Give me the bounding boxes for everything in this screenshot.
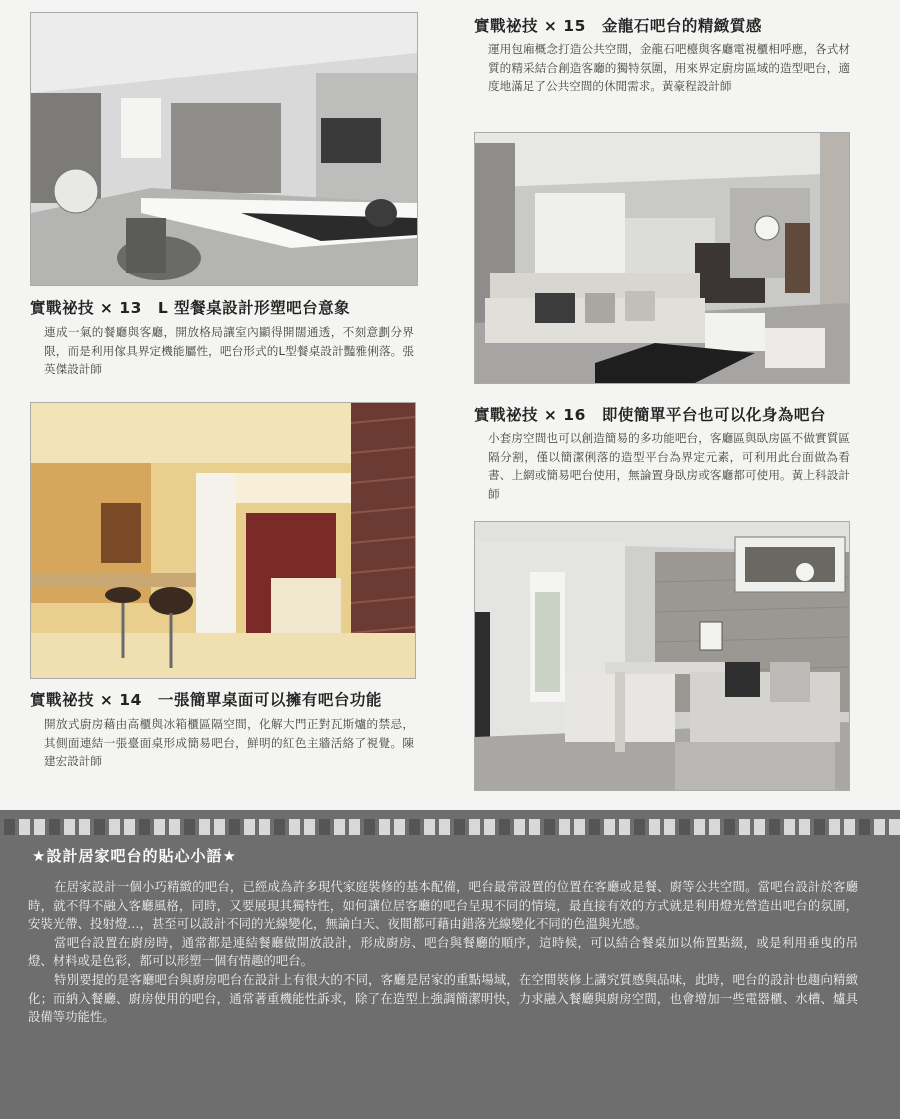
photo-studio-platform-bar	[474, 521, 850, 791]
section-16-heading: 實戰祕技 × 16 即使簡單平台也可以化身為吧台	[474, 406, 826, 424]
decorative-stripe	[0, 817, 900, 837]
stripe-square	[739, 819, 750, 835]
stripe-square	[184, 819, 195, 835]
stripe-square	[214, 819, 225, 835]
stripe-square	[274, 819, 285, 835]
stripe-square	[694, 819, 705, 835]
stripe-square	[304, 819, 315, 835]
stripe-square	[259, 819, 270, 835]
stripe-square	[784, 819, 795, 835]
tips-body	[28, 878, 858, 1027]
stripe-square	[634, 819, 645, 835]
stripe-square	[529, 819, 540, 835]
stripe-square	[604, 819, 615, 835]
photo-l-shaped-dining-bar	[30, 12, 418, 286]
stripe-square	[799, 819, 810, 835]
stripe-square	[229, 819, 240, 835]
section-13-heading: 實戰祕技 × 13 L 型餐桌設計形塑吧台意象	[30, 299, 351, 317]
stripe-square	[499, 819, 510, 835]
stripe-square	[829, 819, 840, 835]
section-13-text: 連成一氣的餐廳與客廳，開放格局讓室內顯得開闊通透，不刻意劃分界限，而是利用傢具界定機能屬性，吧台形式的L型餐桌設計豔雅俐落。張英傑設計師	[44, 325, 414, 376]
stripe-square	[679, 819, 690, 835]
section-15-text: 運用包廂概念打造公共空間，金龍石吧檯與客廳電視櫃相呼應，各式材質的精采結合創造客廳的獨特氛圍，用來界定廚房區域的造型吧台，適度地滿足了公共空間的休閒需求。黃豪程設計師	[488, 42, 850, 93]
section-16-text: 小套房空間也可以創造簡易的多功能吧台，客廳區與臥房區不做實質區隔分割，僅以簡潔俐落的造型平台為界定元素，可利用此台面做為看書、上網或簡易吧台使用，無論置身臥房或客廳都可使用。黃上科設計師	[488, 431, 850, 501]
tips-title: ★設計居家吧台的貼心小語★	[32, 847, 237, 865]
stripe-square	[409, 819, 420, 835]
tips-paragraph: 當吧台設置在廚房時，通常都是連結餐廳做開放設計，形成廚房、吧台與餐廳的順序，這時候，可以結合餐桌加以佈置點綴，或是利用垂曳的吊燈、材料或是色彩，都可以形塑一個有情趣的吧台。	[28, 934, 858, 969]
stripe-square	[649, 819, 660, 835]
section-13-body	[30, 323, 414, 379]
stripe-square	[94, 819, 105, 835]
tips-paragraph: 特別要提的是客廳吧台與廚房吧台在設計上有很大的不同，客廳是居家的重點場域，在空間裝修上講究質感與品味，此時，吧台的設計也趨向精緻化；而納入餐廳、廚房使用的吧台，通常著重機能性訴求，除了在造型上強調簡潔明快，力求融入餐廳與廚房空間，也會增加一些電器櫃、水槽、爐具設備等功能性。	[28, 971, 858, 1025]
stripe-square	[49, 819, 60, 835]
stripe-square	[484, 819, 495, 835]
stripe-square	[154, 819, 165, 835]
stripe-square	[169, 819, 180, 835]
stripe-square	[379, 819, 390, 835]
stripe-square	[124, 819, 135, 835]
stripe-square	[514, 819, 525, 835]
stripe-square	[424, 819, 435, 835]
stripe-square	[724, 819, 735, 835]
stripe-square	[79, 819, 90, 835]
section-16-body	[474, 429, 850, 503]
stripe-square	[844, 819, 855, 835]
stripe-square	[244, 819, 255, 835]
stripe-square	[814, 819, 825, 835]
stripe-square	[709, 819, 720, 835]
stripe-square	[439, 819, 450, 835]
stripe-square	[874, 819, 885, 835]
tips-paragraph: 在居家設計一個小巧精緻的吧台，已經成為許多現代家庭裝修的基本配備，吧台最常設置的位置在客廳或是餐、廚等公共空間。當吧台設計於客廳時，就不得不融入客廳風格，同時，又要展現其獨特性，如何讓位居客廳的吧台呈現不同的情境，最直接有效的方式就是利用燈光營造出吧台的氛圍，安裝光帶、投射燈…，甚至可以設計不同的光線變化，無論白天、夜間都可藉由錯落光線變化不同的色溫與光感。	[28, 879, 858, 932]
stripe-square	[19, 819, 30, 835]
photo-living-room-stone-bar	[474, 132, 850, 384]
stripe-square	[109, 819, 120, 835]
stripe-square	[349, 819, 360, 835]
stripe-square	[34, 819, 45, 835]
stripe-square	[754, 819, 765, 835]
stripe-square	[4, 819, 15, 835]
stripe-square	[334, 819, 345, 835]
stripe-square	[469, 819, 480, 835]
section-14-body	[30, 715, 414, 771]
stripe-square	[64, 819, 75, 835]
stripe-pattern	[0, 817, 900, 837]
stripe-square	[889, 819, 900, 835]
section-15-body	[474, 40, 850, 96]
stripe-square	[289, 819, 300, 835]
stripe-square	[769, 819, 780, 835]
stripe-square	[364, 819, 375, 835]
stripe-square	[544, 819, 555, 835]
stripe-square	[664, 819, 675, 835]
photo-kitchen-red-wall	[30, 402, 416, 679]
stripe-square	[199, 819, 210, 835]
section-14-text: 開放式廚房藉由高櫃與冰箱櫃區隔空間，化解大門正對瓦斯爐的禁忌，其側面連結一張臺面桌形成簡易吧台，鮮明的紅色主牆活絡了視覺。陳建宏設計師	[44, 717, 414, 768]
section-15-heading: 實戰祕技 × 15 金龍石吧台的精緻質感	[474, 17, 762, 35]
stripe-square	[454, 819, 465, 835]
stripe-square	[619, 819, 630, 835]
stripe-square	[574, 819, 585, 835]
stripe-square	[319, 819, 330, 835]
stripe-square	[139, 819, 150, 835]
stripe-square	[589, 819, 600, 835]
section-14-heading: 實戰祕技 × 14 一張簡單桌面可以擁有吧台功能	[30, 691, 382, 709]
stripe-square	[559, 819, 570, 835]
stripe-square	[394, 819, 405, 835]
stripe-square	[859, 819, 870, 835]
